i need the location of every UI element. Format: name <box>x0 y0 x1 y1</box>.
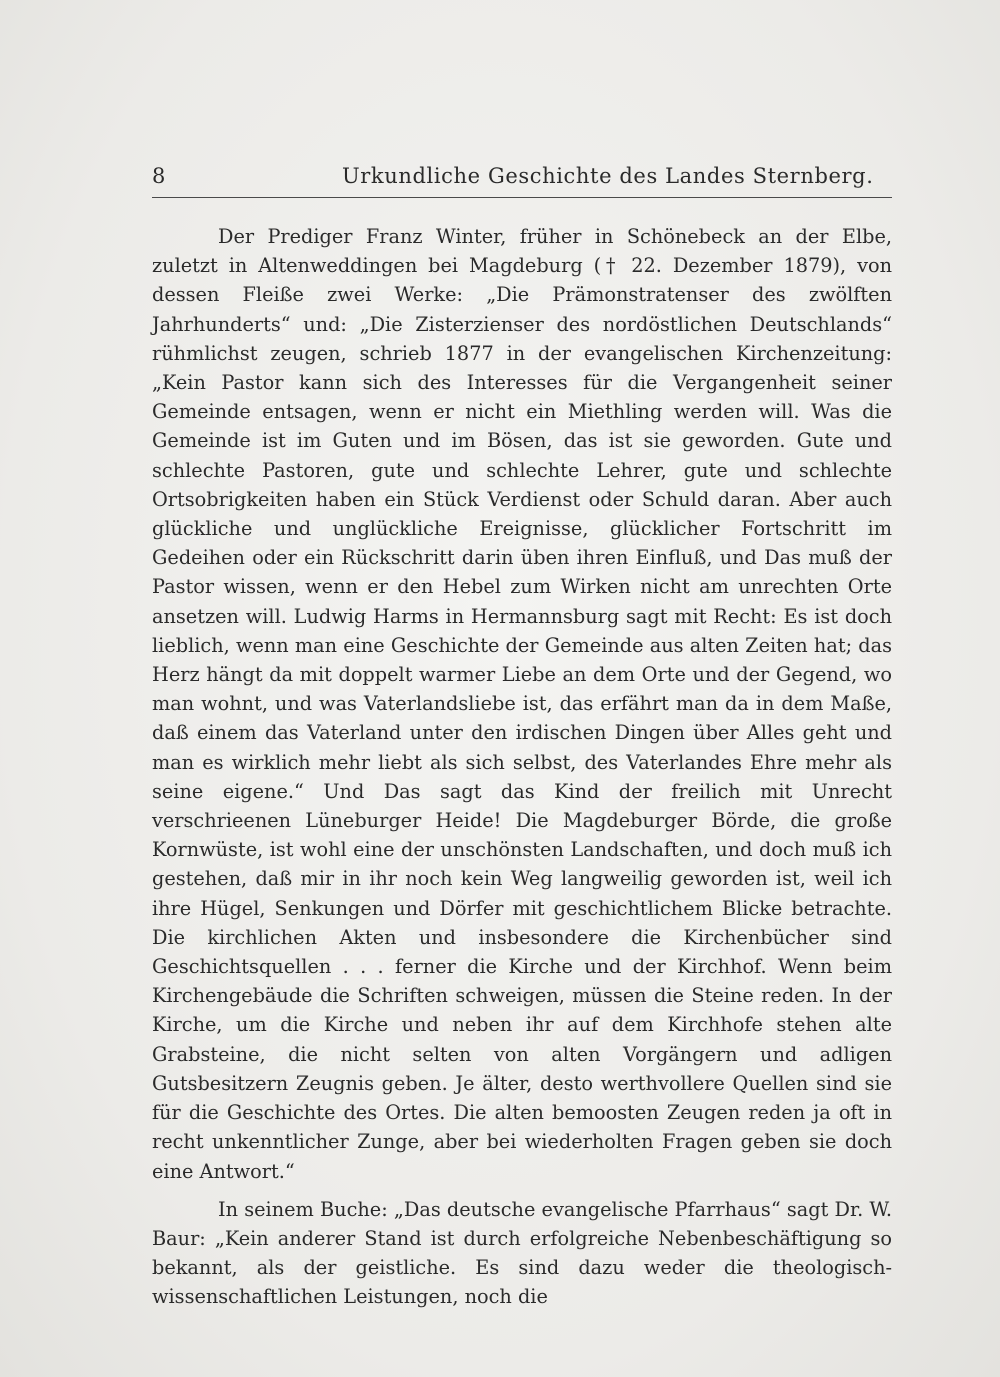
body-text <box>152 222 892 1312</box>
paragraph-2: In seinem Buche: „Das deutsche evangelische Pfarrhaus“ sagt Dr. W. Baur: „Kein anderer Stand ist durch erfolgreiche Nebenbeschäftigung so bekannt, als der geistliche. Es sind dazu weder die theologisch-wissenschaftlichen Leistungen, noch die <box>152 1197 892 1309</box>
header-rule <box>152 197 892 198</box>
running-title: Urkundliche Geschichte des Landes Sternberg. <box>342 164 874 188</box>
paragraph-1: Der Prediger Franz Winter, früher in Schönebeck an der Elbe, zuletzt in Altenweddingen bei Magdeburg († 22. Dezember 1879), von dessen Fleiße zwei Werke: „Die Prämonstratenser des zwölften Jahrhunderts“ und: „Die Zisterzienser des nordöstlichen Deutschlands“ rühmlichst zeugen, schrieb 1877 in der evangelischen Kirchenzeitung: „Kein Pastor kann sich des Interesses für die Vergangenheit seiner Gemeinde entsagen, wenn er nicht ein Miethling werden will. Was die Gemeinde ist im Guten und im Bösen, das ist sie geworden. Gute und schlechte Pastoren, gute und schlechte Lehrer, gute und schlechte Ortsobrigkeiten haben ein Stück Verdienst oder Schuld daran. Aber auch glückliche und unglückliche Ereignisse, glücklicher Fortschritt im Gedeihen oder ein Rückschritt darin üben ihren Einfluß, und Das muß der Pastor wissen, wenn er den Hebel zum Wirken nicht am unrechten Orte ansetzen will. Ludwig Harms in Hermannsburg sagt mit Recht: Es ist doch lieblich, wenn man eine Geschichte der Gemeinde aus alten Zeiten hat; das Herz hängt da mit doppelt warmer Liebe an dem Orte und der Gegend, wo man wohnt, und was Vaterlandsliebe ist, das erfährt man da in dem Maße, daß einem das Vaterland unter den irdischen Dingen über Alles geht und man es wirklich mehr liebt als sich selbst, des Vaterlandes Ehre mehr als seine eigene.“ Und Das sagt das Kind der freilich mit Unrecht verschrieenen Lüneburger Heide! Die Magdeburger Börde, die große Kornwüste, ist wohl eine der unschönsten Landschaften, und doch muß ich gestehen, daß mir in ihr noch kein Weg langweilig geworden ist, weil ich ihre Hügel, Senkungen und Dörfer mit geschichtlichem Blicke betrachte. Die kirchlichen Akten und insbesondere die Kirchenbücher sind Geschichtsquellen . . . ferner die Kirche und der Kirchhof. Wenn beim Kirchengebäude die Schriften schweigen, müssen die Steine reden. In der Kirche, um die Kirche und neben ihr auf dem Kirchhofe stehen alte Grabsteine, die nicht selten von alten Vorgängern und adligen Gutsbesitzern Zeugnis geben. Je älter, desto werthvollere Quellen sind sie für die Geschichte des Ortes. Die alten bemoosten Zeugen reden ja oft in recht unkenntlicher Zunge, aber bei wiederholten Fragen geben sie doch eine Antwort.“ <box>152 225 892 1183</box>
page-number: 8 <box>152 164 166 188</box>
page-header <box>152 164 892 200</box>
